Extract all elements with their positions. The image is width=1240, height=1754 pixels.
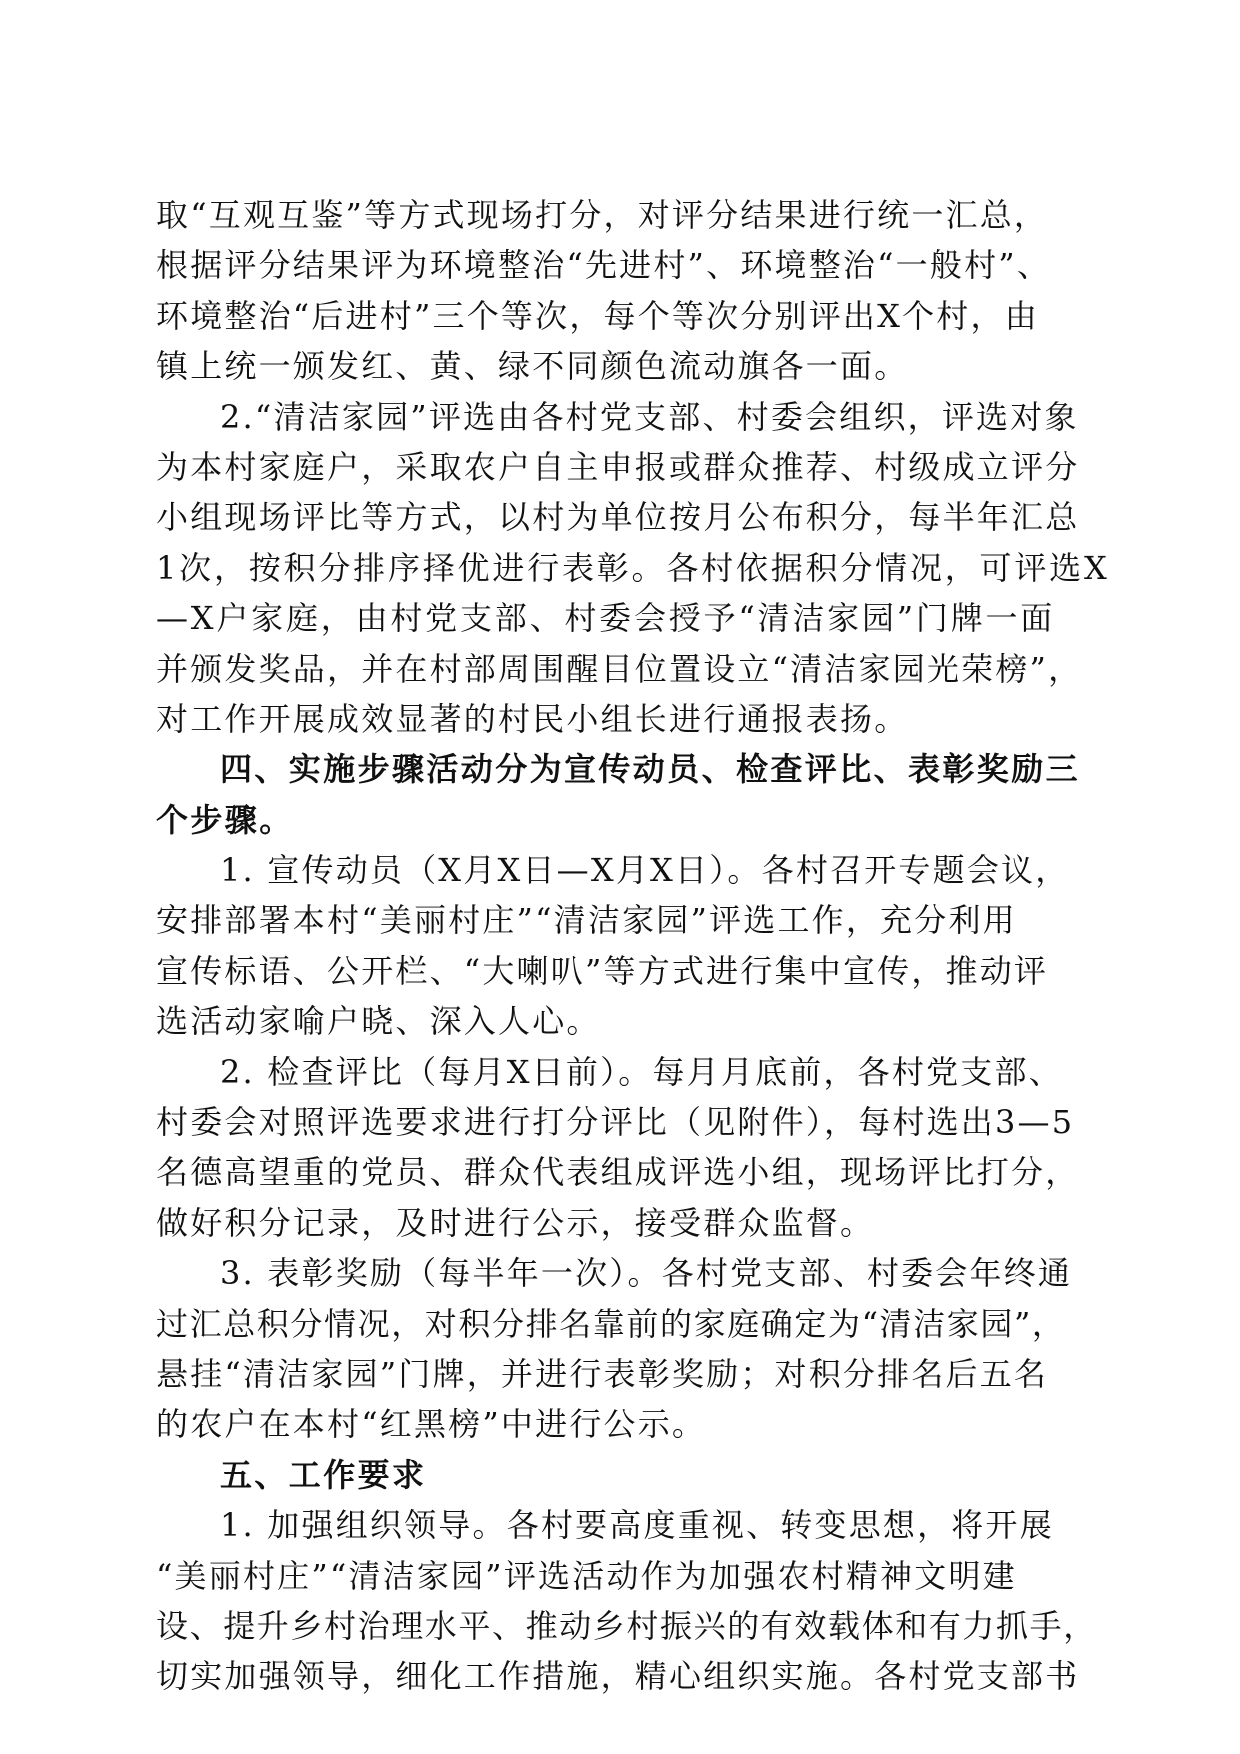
- text-line: 过汇总积分情况，对积分排名靠前的家庭确定为“清洁家园”，: [156, 1304, 1066, 1343]
- text-line: 做好积分记录，及时进行公示，接受群众监督。: [156, 1203, 875, 1242]
- text-line: “美丽村庄”“清洁家园”评选活动作为加强农村精神文明建: [156, 1556, 1017, 1595]
- text-line: 3. 表彰奖励（每半年一次）。各村党支部、村委会年终通: [220, 1254, 1073, 1293]
- text-line: 名德高望重的党员、群众代表组成评选小组，现场评比打分，: [156, 1153, 1080, 1192]
- document-body: [156, 190, 1110, 1702]
- text-line: 的农户在本村“红黑榜”中进行公示。: [156, 1405, 707, 1444]
- text-line: 1. 加强组织领导。各村要高度重视、转变思想，将开展: [220, 1506, 1054, 1545]
- text-line: 1次，按积分排序择优进行表彰。各村依据积分情况，可评选X: [156, 548, 1110, 587]
- text-line: 设、提升乡村治理水平、推动乡村振兴的有效载体和有力抓手，: [156, 1606, 1097, 1645]
- text-line: 村委会对照评选要求进行打分评比（见附件），每村选出3—5: [156, 1103, 1075, 1142]
- text-line: 并颁发奖品，并在村部周围醒目位置设立“清洁家园光荣榜”，: [156, 649, 1083, 688]
- text-line: 选活动家喻户晓、深入人心。: [156, 1002, 601, 1041]
- text-line: 取“互观互鉴”等方式现场打分，对评分结果进行统一汇总，: [156, 196, 1049, 234]
- section-heading: 个步骤。: [156, 800, 294, 839]
- text-line: 对工作开展成效显著的村民小组长进行通报表扬。: [156, 699, 909, 738]
- text-line: 1. 宣传动员（X月X日—X月X日）。各村召开专题会议，: [220, 851, 1070, 890]
- text-line: 2.“清洁家园”评选由各村党支部、村委会组织，评选对象: [220, 397, 1079, 436]
- text-line: 为本村家庭户，采取农户自主申报或群众推荐、村级成立评分: [156, 447, 1080, 486]
- text-line: 安排部署本村“美丽村庄”“清洁家园”评选工作，充分利用: [156, 901, 1017, 940]
- text-line: 2. 检查评比（每月X日前）。每月月底前，各村党支部、: [220, 1052, 1063, 1091]
- text-line: 根据评分结果评为环境整治“先进村”、环境整治“一般村”、: [156, 246, 1052, 285]
- text-line: 切实加强领导，细化工作措施，精心组织实施。各村党支部书: [156, 1657, 1080, 1696]
- section-heading: 五、工作要求: [220, 1455, 427, 1494]
- text-line: 悬挂“清洁家园”门牌，并进行表彰奖励；对积分排名后五名: [156, 1354, 1049, 1393]
- text-line: 宣传标语、公开栏、“大喇叭”等方式进行集中宣传，推动评: [156, 951, 1049, 990]
- text-line: 环境整治“后进村”三个等次，每个等次分别评出X个村，由: [156, 296, 1039, 335]
- text-line: 小组现场评比等方式，以村为单位按月公布积分，每半年汇总: [156, 498, 1080, 537]
- section-heading: 四、实施步骤活动分为宣传动员、检查评比、表彰奖励三: [220, 750, 1081, 789]
- text-line: 镇上统一颁发红、黄、绿不同颜色流动旗各一面。: [156, 347, 909, 386]
- text-line: —X户家庭，由村党支部、村委会授予“清洁家园”门牌一面: [156, 599, 1056, 638]
